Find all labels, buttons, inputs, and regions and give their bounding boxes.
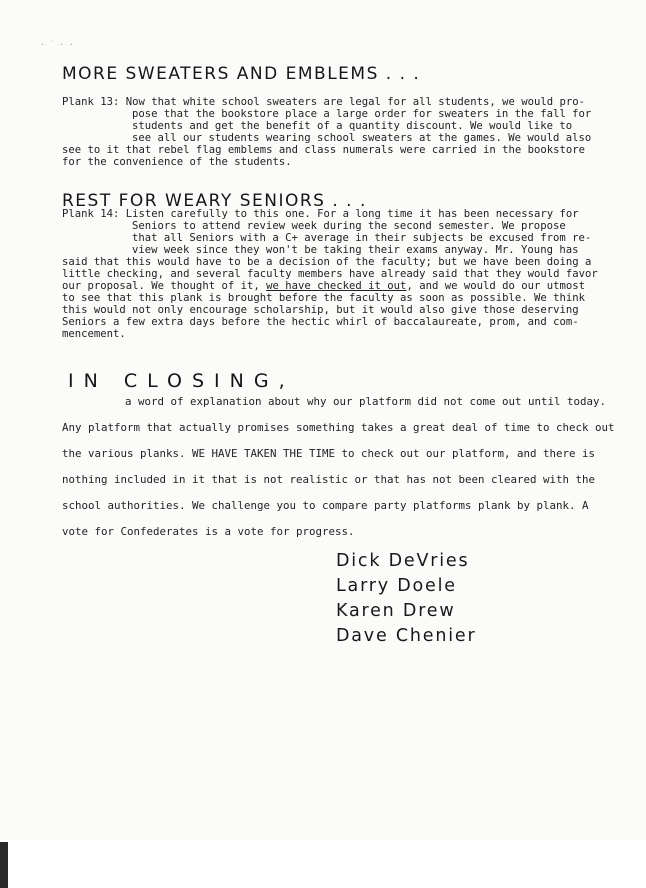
signature-karen-drew: Karen Drew: [336, 601, 456, 621]
plank-14-line-1: Plank 14: Listen carefully to this one. For a long time it has been necessary for: [62, 208, 579, 220]
signature-dave-chenier: Dave Chenier: [336, 626, 477, 646]
scan-margin: [0, 840, 646, 888]
plank-14-line-3: that all Seniors with a C+ average in their subjects be excused from re-: [132, 232, 592, 244]
underlined-checked-it-out: we have checked it out: [266, 280, 407, 292]
signature-larry-doele: Larry Doele: [336, 576, 457, 596]
plank-14-line-8: to see that this plank is brought before the faculty as soon as possible. We think: [62, 292, 585, 304]
plank-13-line-5: see to it that rebel flag emblems and class numerals were carried in the bookstore: [62, 144, 585, 156]
plank-13-line-3: students and get the benefit of a quantity discount. We would like to: [132, 120, 573, 132]
plank-14-line-6: little checking, and several faculty members have already said that they would favor: [62, 268, 598, 280]
plank-13-line-2: pose that the bookstore place a large order for sweaters in the fall for: [132, 108, 592, 120]
closing-line-6: vote for Confederates is a vote for progress.: [62, 525, 355, 538]
signature-dick-devries: Dick DeVries: [336, 551, 470, 571]
plank-13-line-6: for the convenience of the students.: [62, 156, 292, 168]
closing-line-2: Any platform that actually promises something takes a great deal of time to check out: [62, 421, 615, 434]
plank-14-line-4: view week since they won't be taking their exams anyway. Mr. Young has: [132, 244, 579, 256]
plank-14-line-5: said that this would have to be a decision of the faculty; but we have been doing a: [62, 256, 592, 268]
heading-more-sweaters: MORE SWEATERS AND EMBLEMS . . .: [62, 64, 421, 84]
plank-14-line-11: mencement.: [62, 328, 126, 340]
plank-13-line-4: see all our students wearing school sweaters at the games. We would also: [132, 132, 592, 144]
plank-14-line-2: Seniors to attend review week during the second semester. We propose: [132, 220, 566, 232]
plank-14-line-7-end: , and we would do our utmost: [406, 280, 586, 292]
heading-rest-for-weary-seniors: REST FOR WEARY SENIORS . . .: [62, 191, 367, 211]
plank-14-line-10: Seniors a few extra days before the hectic whirl of baccalaureate, prom, and com-: [62, 316, 579, 328]
plank-14-line-7-start: our proposal. We thought of it,: [62, 280, 267, 292]
heading-in-closing: IN CLOSING,: [68, 370, 295, 392]
closing-line-1: a word of explanation about why our platform did not come out until today.: [125, 395, 607, 408]
stray-marks: · ˙ · ·: [40, 40, 74, 49]
plank-14-line-9: this would not only encourage scholarship, but it would also give those deserving: [62, 304, 579, 316]
scan-edge: [0, 842, 8, 888]
closing-line-3: the various planks. WE HAVE TAKEN THE TIME to check out our platform, and there is: [62, 447, 596, 460]
closing-line-4: nothing included in it that is not realistic or that has not been cleared with the: [62, 473, 596, 486]
plank-13-line-1: Plank 13: Now that white school sweaters are legal for all students, we would pro-: [62, 96, 585, 108]
closing-line-5: school authorities. We challenge you to compare party platforms plank by plank. A: [62, 499, 589, 512]
plank-14-line-7: [62, 280, 585, 292]
